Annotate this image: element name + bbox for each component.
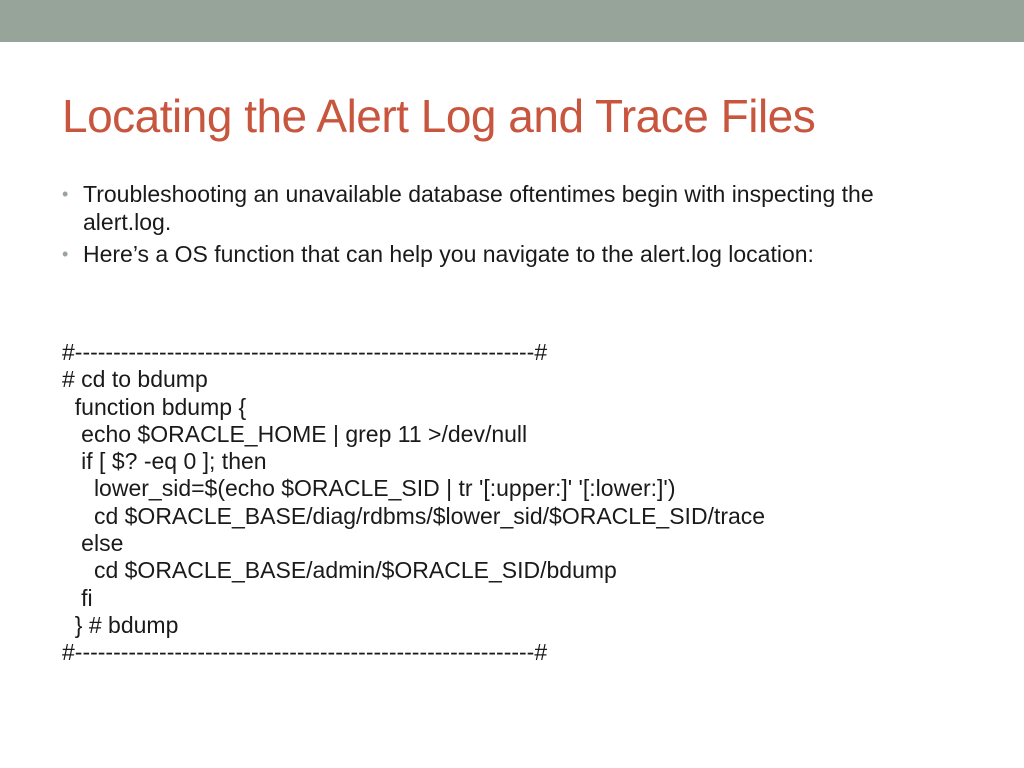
slide-title: Locating the Alert Log and Trace Files xyxy=(62,90,816,142)
code-line: #------------------------------------------------------------# xyxy=(62,339,548,365)
code-line: fi xyxy=(62,584,93,611)
code-line: else xyxy=(62,530,124,557)
code-block xyxy=(62,339,1002,667)
code-line: echo $ORACLE_HOME | grep 11 >/dev/null xyxy=(62,420,528,447)
top-accent-bar xyxy=(0,0,1024,42)
bullet-dot-icon: • xyxy=(62,184,69,204)
bullet-item xyxy=(62,180,942,236)
code-line: cd $ORACLE_BASE/diag/rdbms/$lower_sid/$ORACLE_SID/trace xyxy=(62,502,766,529)
code-line: } # bdump xyxy=(62,611,179,638)
code-line: cd $ORACLE_BASE/admin/$ORACLE_SID/bdump xyxy=(62,557,617,584)
bullet-item xyxy=(62,240,942,268)
bullet-text: Troubleshooting an unavailable database oftentimes begin with inspecting the alert.log. xyxy=(83,181,874,235)
code-line: lower_sid=$(echo $ORACLE_SID | tr '[:upper:]' '[:lower:]') xyxy=(62,475,676,502)
bullet-dot-icon: • xyxy=(62,244,69,264)
bullet-list xyxy=(62,180,942,272)
code-line: if [ $? -eq 0 ]; then xyxy=(62,448,267,475)
code-line: #------------------------------------------------------------# xyxy=(62,639,548,666)
code-line: function bdump { xyxy=(62,393,247,420)
bullet-text: Here’s a OS function that can help you navigate to the alert.log location: xyxy=(83,241,814,267)
code-line: # cd to bdump xyxy=(62,366,208,393)
